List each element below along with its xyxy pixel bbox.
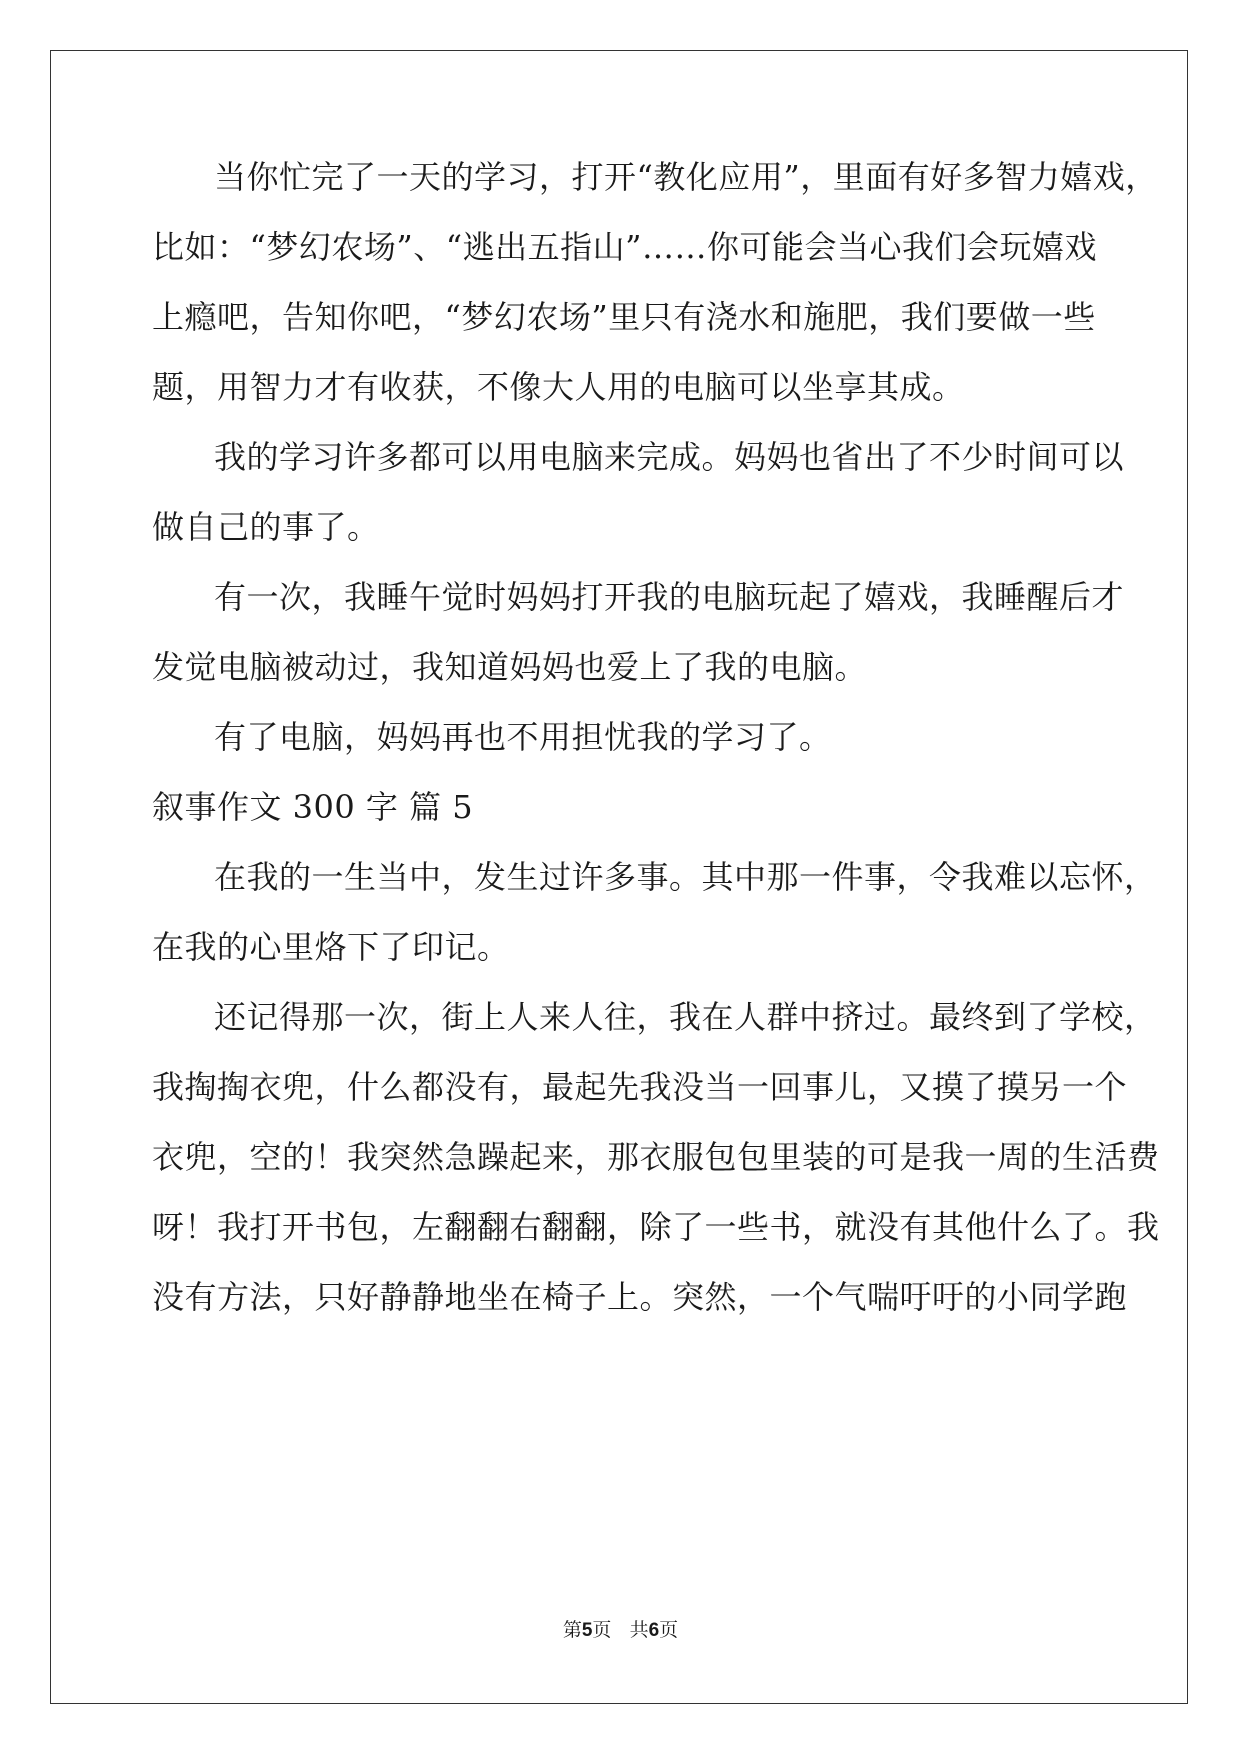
page-number: 5: [581, 1620, 593, 1641]
paragraph-line: 做自己的事了。: [152, 508, 380, 546]
paragraph-line: 我的学习许多都可以用电脑来完成。妈妈也省出了不少时间可以: [214, 438, 1125, 476]
total-suffix: 页: [659, 1619, 679, 1641]
paragraph-line: 在我的一生当中，发生过许多事。其中那一件事，令我难以忘怀，: [214, 858, 1157, 896]
paragraph-line: 当你忙完了一天的学习，打开“教化应用”，里面有好多智力嬉戏，: [214, 158, 1158, 196]
page-footer: [0, 1618, 1241, 1643]
total-prefix: 共: [629, 1619, 649, 1641]
total-pages: 6: [648, 1620, 660, 1641]
paragraph-line: 还记得那一次，街上人来人往，我在人群中挤过。最终到了学校，: [214, 998, 1157, 1036]
page-suffix: 页: [592, 1619, 612, 1641]
paragraph-line: 呀！我打开书包，左翻翻右翻翻，除了一些书，就没有其他什么了。我: [152, 1208, 1160, 1246]
paragraph-line: 比如：“梦幻农场”、“逃出五指山”……你可能会当心我们会玩嬉戏: [152, 228, 1097, 266]
paragraph-line: 有一次，我睡午觉时妈妈打开我的电脑玩起了嬉戏，我睡醒后才: [214, 578, 1125, 616]
page-prefix: 第: [562, 1619, 582, 1641]
paragraph-line: 衣兜，空的！我突然急躁起来，那衣服包包里装的可是我一周的生活费: [152, 1138, 1160, 1176]
paragraph-line: 题，用智力才有收获，不像大人用的电脑可以坐享其成。: [152, 368, 965, 406]
paragraph-line: 上瘾吧，告知你吧，“梦幻农场”里只有浇水和施肥，我们要做一些: [152, 298, 1096, 336]
paragraph-line: 发觉电脑被动过，我知道妈妈也爱上了我的电脑。: [152, 648, 868, 686]
section-heading: 叙事作文 300 字 篇 5: [152, 788, 474, 826]
paragraph-line: 有了电脑，妈妈再也不用担忧我的学习了。: [214, 718, 832, 756]
paragraph-line: 在我的心里烙下了印记。: [152, 928, 510, 966]
paragraph-line: 没有方法，只好静静地坐在椅子上。突然，一个气喘吁吁的小同学跑: [152, 1278, 1128, 1316]
paragraph-line: 我掏掏衣兜，什么都没有，最起先我没当一回事儿，又摸了摸另一个: [152, 1068, 1128, 1106]
